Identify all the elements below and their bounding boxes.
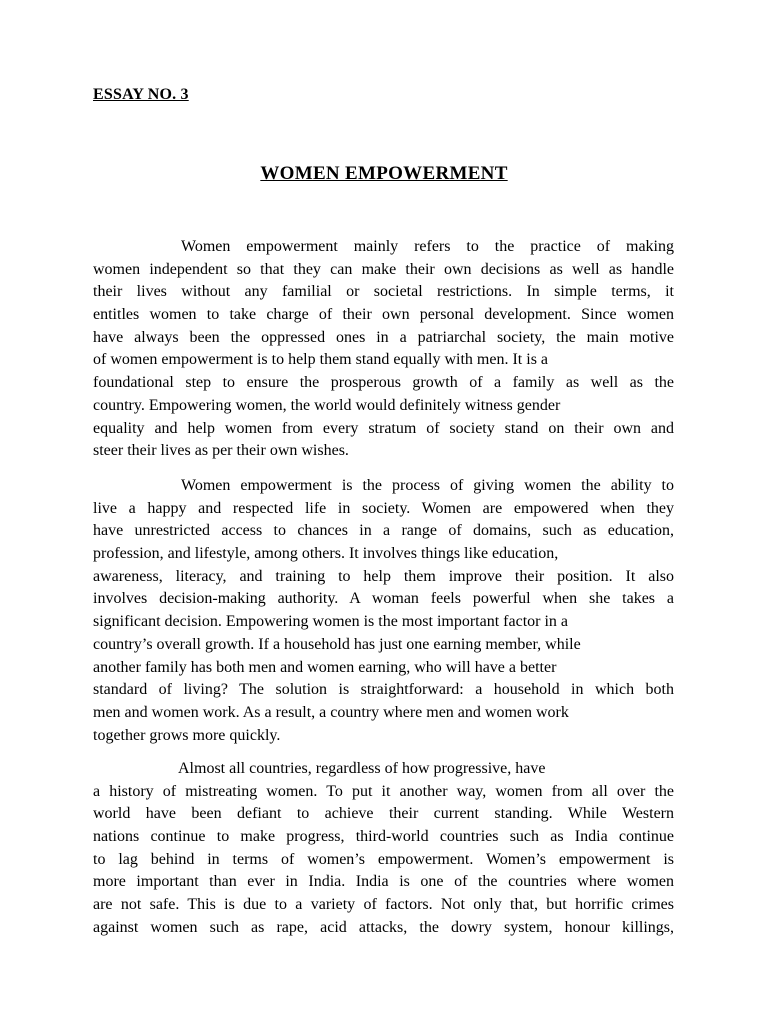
paragraph-line: significant decision. Empowering women is the most important factor in a xyxy=(93,613,569,631)
paragraph-1 xyxy=(93,236,674,463)
essay-title: WOMEN EMPOWERMENT xyxy=(260,163,508,184)
paragraph-line: women independent so that they can make their own decisions as well as handle xyxy=(93,260,674,278)
paragraph-line: men and women work. As a result, a country where men and women work xyxy=(93,703,569,721)
paragraph-line: another family has both men and women earning, who will have a better xyxy=(93,658,557,676)
paragraph-line: equality and help women from every stratum of society stand on their own and xyxy=(93,419,674,437)
paragraph-line: to lag behind in terms of women’s empowerment. Women’s empowerment is xyxy=(93,850,674,868)
paragraph-line: standard of living? The solution is straightforward: a household in which both xyxy=(93,681,674,699)
paragraph-line: country’s overall growth. If a household has just one earning member, while xyxy=(93,635,581,653)
paragraph-line: profession, and lifestyle, among others. It involves things like education, xyxy=(93,545,559,563)
essay-number-heading: ESSAY NO. 3 xyxy=(93,86,189,103)
paragraph-line: world have been defiant to achieve their current standing. While Western xyxy=(93,805,674,823)
paragraph-line: foundational step to ensure the prosperous growth of a family as well as the xyxy=(93,374,674,392)
paragraph-line: live a happy and respected life in society. Women are empowered when they xyxy=(93,499,674,517)
paragraph-line: country. Empowering women, the world would definitely witness gender xyxy=(93,396,561,414)
paragraph-2 xyxy=(93,475,674,747)
paragraph-line: a history of mistreating women. To put it another way, women from all over the xyxy=(93,782,674,800)
paragraph-line: Almost all countries, regardless of how progressive, have xyxy=(178,760,546,777)
paragraph-line: are not safe. This is due to a variety of factors. Not only that, but horrific crimes xyxy=(93,896,674,914)
paragraph-3 xyxy=(93,758,674,940)
paragraph-line: their lives without any familial or societal restrictions. In simple terms, it xyxy=(93,283,674,301)
paragraph-line: involves decision-making authority. A woman feels powerful when she takes a xyxy=(93,590,674,608)
paragraph-line: entitles women to take charge of their own personal development. Since women xyxy=(93,306,674,324)
paragraph-line: against women such as rape, acid attacks, the dowry system, honour killings, xyxy=(93,918,674,936)
paragraph-line: Women empowerment mainly refers to the practice of making xyxy=(181,238,674,255)
paragraph-line: have unrestricted access to chances in a range of domains, such as education, xyxy=(93,522,674,540)
paragraph-line: more important than ever in India. India is one of the countries where women xyxy=(93,873,674,891)
paragraph-line: nations continue to make progress, third-world countries such as India continue xyxy=(93,828,674,846)
paragraph-line: Women empowerment is the process of giving women the ability to xyxy=(181,477,674,494)
paragraph-line: awareness, literacy, and training to help them improve their position. It also xyxy=(93,567,674,585)
paragraph-line: together grows more quickly. xyxy=(93,726,281,744)
paragraph-line: have always been the oppressed ones in a patriarchal society, the main motive xyxy=(93,328,674,346)
paragraph-line: steer their lives as per their own wishes. xyxy=(93,442,349,460)
paragraph-line: of women empowerment is to help them stand equally with men. It is a xyxy=(93,351,549,369)
